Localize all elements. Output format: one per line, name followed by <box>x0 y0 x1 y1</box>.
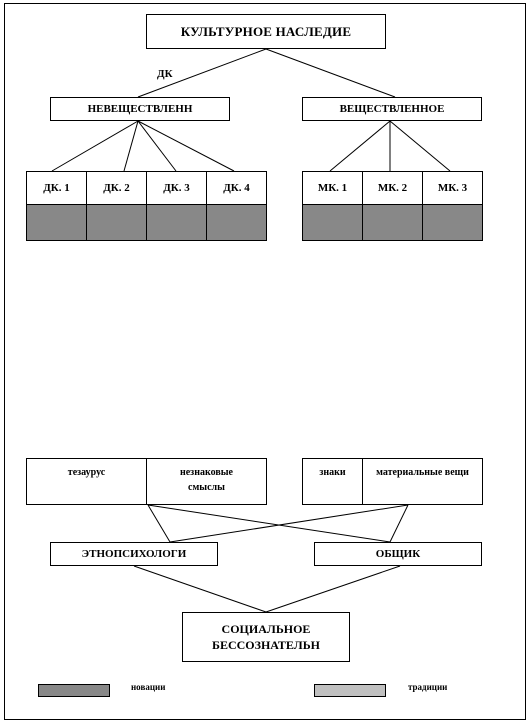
dk-cell-2-label: ДК. 2 <box>103 182 130 194</box>
mk-cell-1 <box>302 171 363 205</box>
social-unconscious-box <box>182 612 350 662</box>
mk-cell-3-label: МК. 3 <box>437 182 468 194</box>
mk-cell-1-fill <box>302 204 363 241</box>
dk-cell-3-label: ДК. 3 <box>163 182 190 194</box>
mk-cell-3-fill <box>422 204 483 241</box>
legend-swatch-traditions <box>314 684 386 697</box>
tangible-label: ВЕЩЕСТВЛЕННОЕ <box>339 103 445 115</box>
cultural-heritage-box <box>146 14 386 49</box>
signs-label: знаки <box>319 467 346 478</box>
thesaurus-label: тезаурус <box>67 467 106 478</box>
dk-cell-3-fill <box>146 204 207 241</box>
intangible-label: НЕВЕЩЕСТВЛЕНН <box>87 103 193 115</box>
tangible-box <box>302 97 482 121</box>
common-label: ОБЩИК <box>375 548 421 560</box>
dk-cell-2-fill <box>86 204 147 241</box>
dk-cell-3 <box>146 171 207 205</box>
social-unconscious-line1: СОЦИАЛЬНОЕ <box>221 622 311 636</box>
dk-cell-1-label: ДК. 1 <box>43 182 70 194</box>
cultural-heritage-label: КУЛЬТУРНОЕ НАСЛЕДИЕ <box>180 23 352 39</box>
dk-cell-4 <box>206 171 267 205</box>
nonsign-meanings-cell <box>146 458 267 505</box>
connector-label-dk: ДК <box>157 68 173 80</box>
dk-cell-2 <box>86 171 147 205</box>
common-box <box>314 542 482 566</box>
legend-label-traditions: традиции <box>408 682 448 692</box>
legend-label-innovations: новации <box>131 682 166 692</box>
mk-cell-2-fill <box>362 204 423 241</box>
mk-cell-2 <box>362 171 423 205</box>
nonsign-meanings-label: незнаковые смыслы <box>179 467 233 493</box>
ethnopsychology-label: ЭТНОПСИХОЛОГИ <box>81 548 187 560</box>
signs-cell <box>302 458 363 505</box>
thesaurus-cell <box>26 458 147 505</box>
ethnopsychology-box <box>50 542 218 566</box>
dk-cell-4-label: ДК. 4 <box>223 182 250 194</box>
legend-swatch-innovations <box>38 684 110 697</box>
mk-cell-3 <box>422 171 483 205</box>
dk-cell-1 <box>26 171 87 205</box>
dk-cell-1-fill <box>26 204 87 241</box>
mk-cell-1-label: МК. 1 <box>317 182 348 194</box>
social-unconscious-line2: БЕССОЗНАТЕЛЬН <box>212 638 320 652</box>
material-things-label: материальные вещи <box>376 467 469 478</box>
intangible-box <box>50 97 230 121</box>
dk-cell-4-fill <box>206 204 267 241</box>
material-things-cell <box>362 458 483 505</box>
mk-cell-2-label: МК. 2 <box>377 182 408 194</box>
